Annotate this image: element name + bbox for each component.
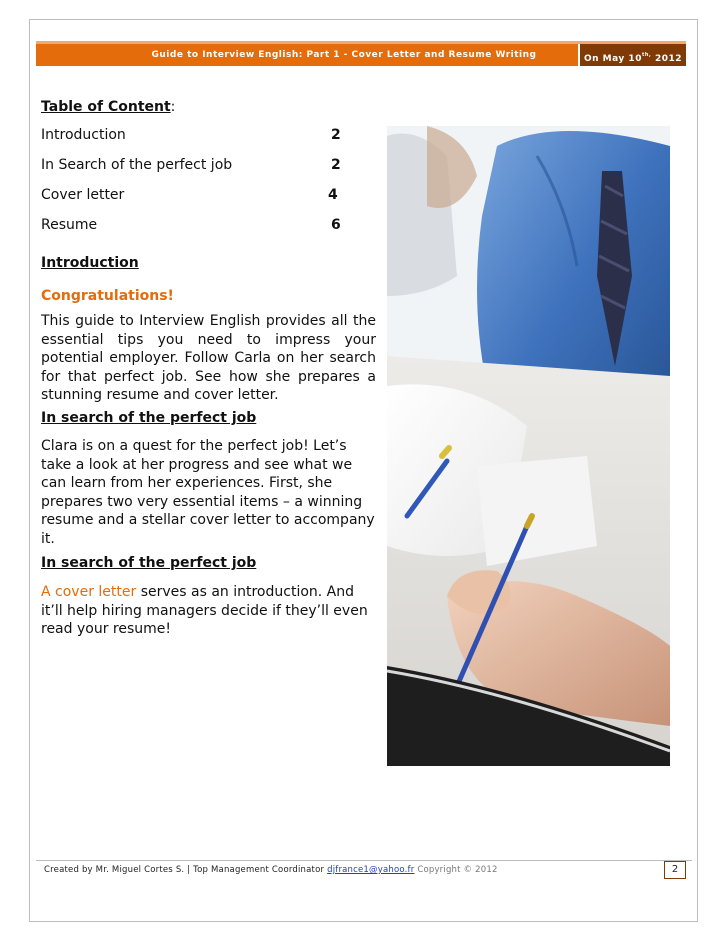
toc-heading-text: Table of Content (41, 99, 171, 115)
toc-item-page: 2 (331, 157, 341, 173)
toc-heading (41, 99, 175, 115)
footer-text (44, 865, 498, 875)
footer-credit: Created by Mr. Miguel Cortes S. | Top Management Coordinator (44, 865, 328, 875)
toc-item-page: 4 (328, 187, 338, 203)
header-date-sup: th, (641, 52, 652, 58)
page-number (664, 861, 686, 879)
header-title: Guide to Interview English: Part 1 - Cover Letter and Resume Writing (151, 50, 537, 60)
header-date (578, 44, 686, 66)
header-date-suffix: 2012 (651, 54, 682, 64)
toc-item-label: In Search of the perfect job (41, 157, 233, 173)
toc-item-label: Resume (41, 217, 98, 233)
search-body: Clara is on a quest for the perfect job! Let’s take a look at her progress and see what we can learn from her experiences. First, she prepares two very essential items – a winning resume and a stellar cover letter to accompany it. (41, 438, 375, 547)
toc-item-label: Introduction (41, 127, 126, 143)
cover-heading: In search of the perfect job (41, 555, 257, 571)
cover-letter-highlight: A cover letter (41, 584, 137, 600)
cover-body (41, 583, 376, 639)
intro-heading: Introduction (41, 255, 139, 271)
toc-item-page: 2 (331, 127, 341, 143)
toc-item-page: 6 (331, 217, 341, 233)
header-bar (36, 41, 686, 66)
cover-body-rest: serves as an introduction. And it’ll help hiring managers decide if they’ll even read your resume! (41, 584, 368, 637)
header-date-prefix: On May 10 (583, 54, 642, 64)
intro-subheading: Congratulations! (41, 288, 174, 304)
toc-item-label: Cover letter (41, 187, 125, 203)
search-heading: In search of the perfect job (41, 410, 257, 426)
toc-heading-colon: : (170, 99, 176, 115)
page-number-text: 2 (671, 864, 679, 875)
office-photo (387, 126, 670, 766)
intro-body: This guide to Interview English provides all the essential tips you need to impress your potential employer. Follow Carla on her search for that perfect job. See how she prepares a stunning resume and cover letter. (41, 313, 376, 403)
footer-divider (36, 860, 692, 861)
footer-copyright: Copyright © 2012 (414, 865, 498, 875)
footer-email-link[interactable]: djfrance1@yahoo.fr (327, 865, 415, 875)
